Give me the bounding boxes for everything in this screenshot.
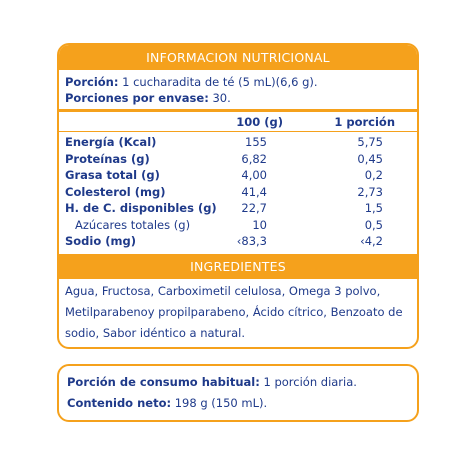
nutrient-label: Proteínas (g) bbox=[65, 151, 150, 166]
net-content-line bbox=[67, 396, 267, 410]
nutrient-value-portion: ‹4,2 bbox=[360, 234, 383, 248]
nutrient-label: Energía (Kcal) bbox=[65, 135, 157, 149]
nutrient-value-100g: 22,7 bbox=[241, 201, 267, 215]
consumption-panel bbox=[57, 364, 419, 422]
nutrient-value-100g: 6,82 bbox=[241, 151, 267, 166]
nutrition-panel bbox=[57, 43, 419, 349]
nutrient-value-portion: 2,73 bbox=[357, 184, 383, 199]
nutrient-value-portion: 0,2 bbox=[364, 168, 383, 182]
col-header-portion: 1 porción bbox=[334, 115, 395, 129]
ingredients-text: Agua, Fructosa, Carboximetil celulosa, Omega 3 polvo, Metilparabenoy propilparabeno, Ácido cítrico, Benzoato de sodio, Sabor idéntico a natural. bbox=[65, 284, 403, 340]
nutrient-value-100g: 41,4 bbox=[241, 184, 267, 199]
nutrient-label: H. de C. disponibles (g) bbox=[65, 201, 217, 215]
nutrient-value-portion: 1,5 bbox=[364, 201, 383, 215]
divider bbox=[59, 131, 417, 132]
habitual-portion-line bbox=[67, 375, 357, 389]
col-header-100g: 100 (g) bbox=[236, 115, 283, 129]
nutrient-value-portion: 0,45 bbox=[357, 151, 383, 166]
nutrition-title: INFORMACION NUTRICIONAL bbox=[59, 45, 417, 70]
habitual-portion-value: 1 porción diaria. bbox=[263, 375, 357, 389]
servings-line bbox=[65, 91, 231, 105]
nutrient-label: Azúcares totales (g) bbox=[75, 217, 191, 232]
nutrient-value-100g: 4,00 bbox=[241, 168, 267, 182]
servings-value: 30. bbox=[212, 91, 231, 105]
nutrient-label: Colesterol (mg) bbox=[65, 184, 166, 199]
portion-line bbox=[65, 75, 318, 89]
nutrient-value-100g: 10 bbox=[252, 217, 267, 232]
nutrient-value-portion: 5,75 bbox=[357, 135, 383, 149]
ingredients-title: INGREDIENTES bbox=[59, 254, 417, 279]
nutrient-value-100g: 155 bbox=[245, 135, 267, 149]
portion-value: 1 cucharadita de té (5 mL)(6,6 g). bbox=[122, 75, 318, 89]
nutrient-value-portion: 0,5 bbox=[364, 217, 383, 232]
nutrient-value-100g: ‹83,3 bbox=[236, 234, 267, 248]
net-content-value: 198 g (150 mL). bbox=[174, 396, 268, 410]
servings-label: Porciones por envase: bbox=[65, 91, 209, 105]
habitual-portion-label: Porción de consumo habitual: bbox=[67, 375, 260, 389]
divider bbox=[59, 109, 417, 112]
net-content-label: Contenido neto: bbox=[67, 396, 172, 410]
nutrient-label: Sodio (mg) bbox=[65, 234, 136, 248]
nutrient-label: Grasa total (g) bbox=[65, 168, 160, 182]
portion-label: Porción: bbox=[65, 75, 119, 89]
